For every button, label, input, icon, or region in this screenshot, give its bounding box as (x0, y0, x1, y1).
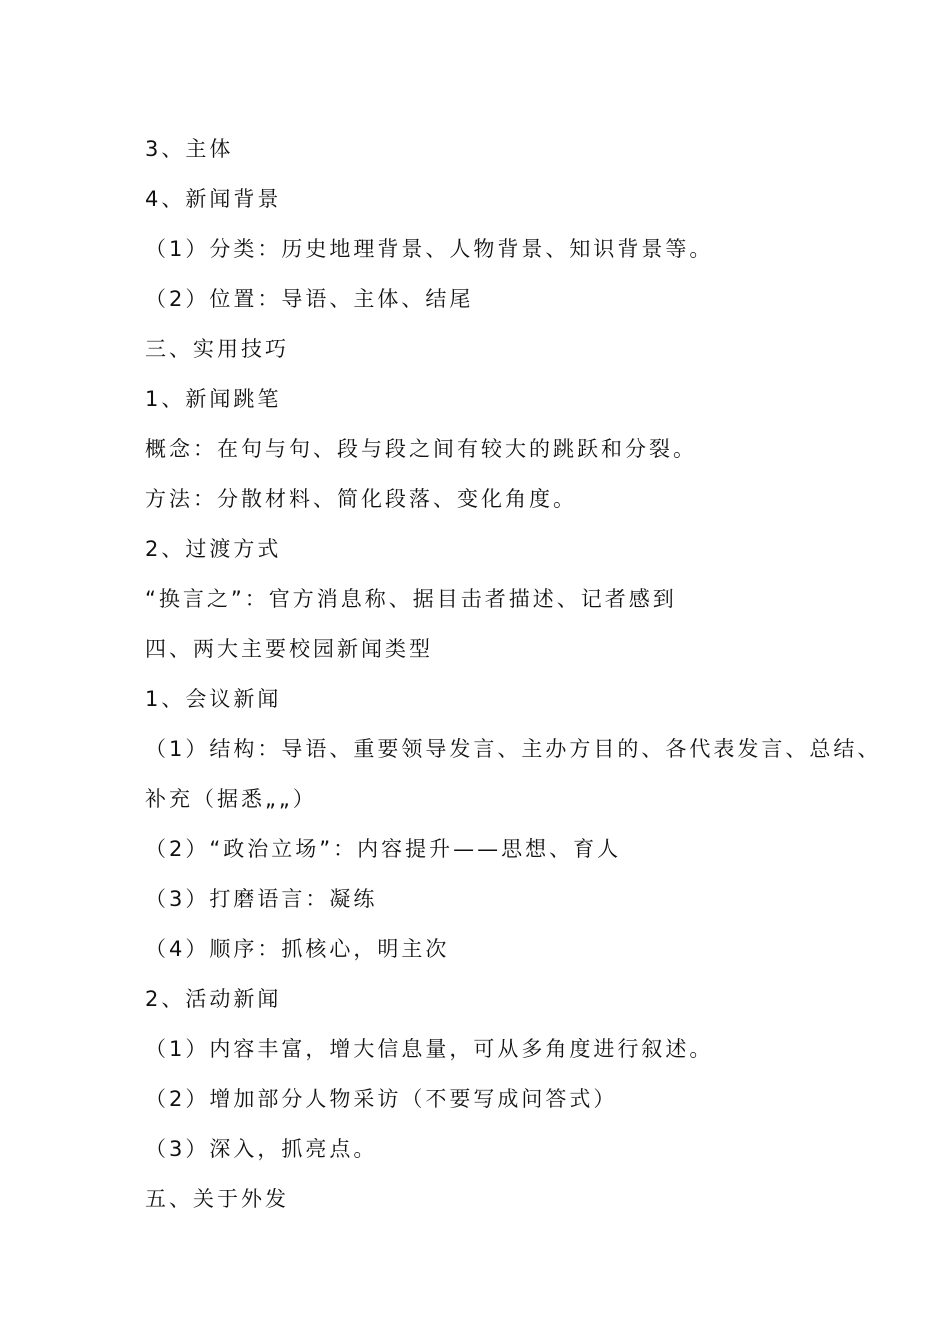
text-concept: 概念：在句与句、段与段之间有较大的跳跃和分裂。 (145, 437, 697, 461)
text-transition-phrases: “换言之”：官方消息称、据目击者描述、记者感到 (145, 587, 677, 611)
text-rich-content: （1）内容丰富，增大信息量，可从多角度进行叙述。 (145, 1037, 714, 1061)
document-body (145, 133, 882, 1233)
section-heading-campus-news-types: 四、两大主要校园新闻类型 (145, 637, 433, 661)
text-background-classification: （1）分类：历史地理背景、人物背景、知识背景等。 (145, 237, 714, 261)
subheading-meeting-news: 1、会议新闻 (145, 687, 282, 711)
text-highlights: （3）深入，抓亮点。 (145, 1137, 378, 1161)
subheading-news-background: 4、新闻背景 (145, 187, 282, 211)
subheading-news-jump: 1、新闻跳笔 (145, 387, 282, 411)
subheading-activity-news: 2、活动新闻 (145, 987, 282, 1011)
text-meeting-structure: （1）结构：导语、重要领导发言、主办方目的、各代表发言、总结、 (145, 737, 882, 761)
subheading-main-body: 3、主体 (145, 137, 234, 161)
text-method: 方法：分散材料、简化段落、变化角度。 (145, 487, 577, 511)
text-interviews: （2）增加部分人物采访（不要写成问答式） (145, 1087, 618, 1111)
text-background-position: （2）位置：导语、主体、结尾 (145, 287, 474, 311)
text-polish-language: （3）打磨语言：凝练 (145, 887, 378, 911)
subheading-transition: 2、过渡方式 (145, 537, 282, 561)
section-heading-external-publishing: 五、关于外发 (145, 1187, 289, 1211)
section-heading-practical-tips: 三、实用技巧 (145, 337, 289, 361)
text-political-stance: （2）“政治立场”：内容提升——思想、育人 (145, 837, 622, 861)
text-meeting-structure-continued: 补充（据悉„„） (145, 787, 317, 811)
text-order: （4）顺序：抓核心，明主次 (145, 937, 450, 961)
